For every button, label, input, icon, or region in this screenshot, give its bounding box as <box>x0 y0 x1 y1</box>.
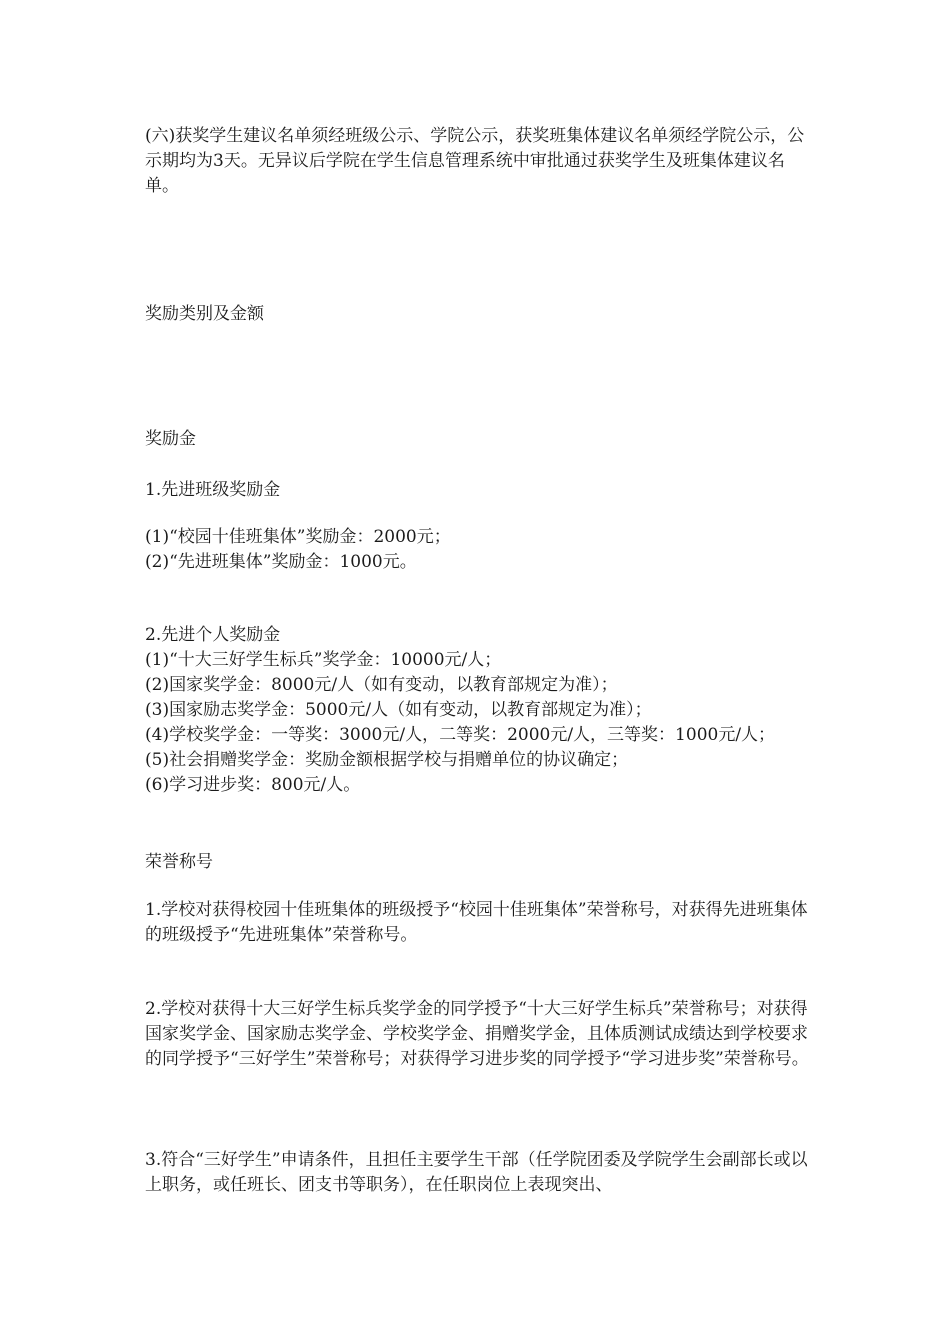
honor-paragraph-2: 2.学校对获得十大三好学生标兵奖学金的同学授予“十大三好学生标兵”荣誉称号；对获得国家奖学金、国家励志奖学金、学校奖学金、捐赠奖学金，且体质测试成绩达到学校要求的同学授予“三好学生”荣誉称号；对获得学习进步奖的同学授予“学习进步奖”荣誉称号。 <box>145 999 809 1069</box>
honor-paragraph-1: 1.学校对获得校园十佳班集体的班级授予“校园十佳班集体”荣誉称号，对获得先进班集体的班级授予“先进班集体”荣誉称号。 <box>145 900 808 945</box>
intro-paragraph: (六)获奖学生建议名单须经班级公示、学院公示，获奖班集体建议名单须经学院公示，公示期均为3天。无异议后学院在学生信息管理系统中审批通过获奖学生及班集体建议名单。 <box>145 126 805 196</box>
individual-reward-list: 2.先进个人奖励金 (1)“十大三好学生标兵”奖学金：10000元/人； (2)国家奖学金：8000元/人（如有变动，以教育部规定为准）； (3)国家励志奖学金：5000元/人（如有变动，以教育部规定为准）； (4)学校奖学金：一等奖：3000元/人，二等奖：2000元/人，三等奖：1000元/人； (5)社会捐赠奖学金：奖励金额根据学校与捐赠单位的协议确定； (6)学习进步奖：800元/人。 <box>145 625 776 795</box>
heading-categories: 奖励类别及金额 <box>145 304 264 324</box>
heading-class-reward: 1.先进班级奖励金 <box>145 480 281 500</box>
heading-honor: 荣誉称号 <box>145 852 213 872</box>
heading-reward: 奖励金 <box>145 429 196 449</box>
class-reward-list: (1)“校园十佳班集体”奖励金：2000元； (2)“先进班集体”奖励金：1000元。 <box>145 527 451 572</box>
honor-paragraph-3: 3.符合“三好学生”申请条件，且担任主要学生干部（任学院团委及学院学生会副部长或以上职务，或任班长、团支书等职务），在任职岗位上表现突出、 <box>145 1150 808 1195</box>
